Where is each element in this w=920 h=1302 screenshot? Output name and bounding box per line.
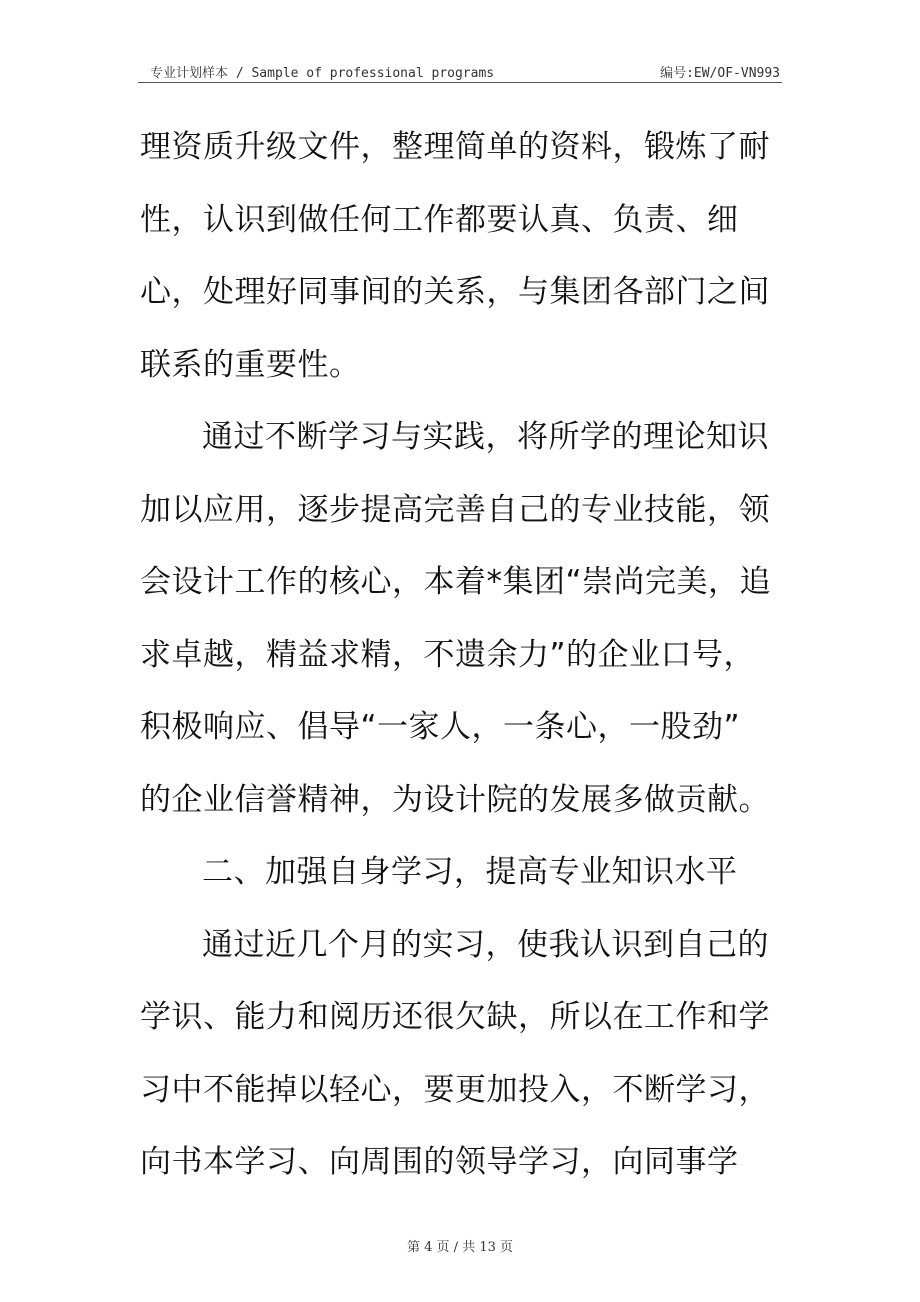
page-header [138,60,782,83]
text-line: 求卓越，精益求精，不遗余力”的企业口号， [140,636,756,673]
document-body [140,118,780,1206]
section-heading: 二、加强自身学习，提高专业知识水平 [202,854,738,890]
header-title: 专业计划样本 / Sample of professional programs [150,66,495,81]
text-line: 习中不能掉以轻心，要更加投入，不断学习， [140,1071,770,1108]
text-line: 的企业信誉精神，为设计院的发展多做贡献。 [140,781,770,818]
page-number-footer: 第 4 页 / 共 13 页 [407,1240,513,1255]
paragraph-start-line: 通过不断学习与实践，将所学的理论知识 [202,419,769,455]
text-line: 理资质升级文件，整理简单的资料，锻炼了耐 [140,129,770,165]
document-number: 编号:EW/OF-VN993 [660,66,780,81]
text-line: 积极响应、倡导“一家人，一条心，一股劲” [140,709,741,745]
paragraph-start-line: 通过近几个月的实习，使我认识到自己的 [202,926,769,963]
text-line: 向书本学习、向周围的领导学习，向同事学 [140,1144,739,1180]
text-line: 联系的重要性。 [140,346,361,383]
text-line: 心，处理好同事间的关系，与集团各部门之间 [140,274,770,310]
text-line: 加以应用，逐步提高完善自己的专业技能，领 [140,491,770,528]
text-line: 学识、能力和阅历还很欠缺，所以在工作和学 [140,999,770,1035]
text-line: 性，认识到做任何工作都要认真、负责、细 [140,201,739,238]
text-line: 会设计工作的核心，本着*集团“崇尚完美，追 [140,564,772,600]
